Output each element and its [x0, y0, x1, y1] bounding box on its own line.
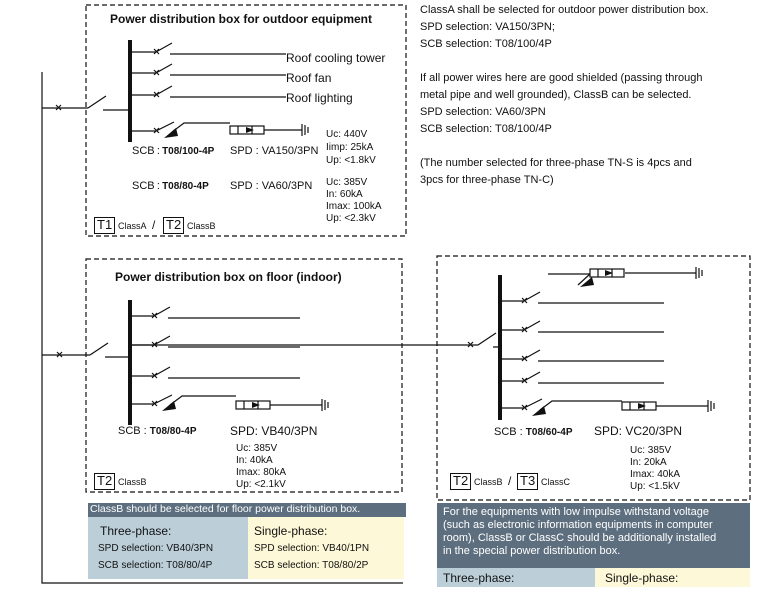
outdoor-selection-notes — [420, 2, 709, 189]
note-line: 3pcs for three-phase TN-C) — [420, 174, 554, 186]
special-spec-uc: Uc: 385V — [630, 445, 672, 456]
outdoor-spd-a: SPD : VA150/3PN — [230, 145, 319, 157]
note-line: SPD selection: VA60/3PN — [420, 106, 546, 118]
special-box-border — [437, 256, 750, 500]
note-line: ClassA shall be selected for outdoor power distribution box. — [420, 4, 709, 16]
outdoor-spec-b-up: Up: <2.3kV — [326, 213, 376, 224]
outdoor-tag-t2-class: ClassB — [187, 221, 216, 231]
special-spd: SPD: VC20/3PN — [594, 424, 683, 438]
outdoor-scb-a: SCB : T08/100-4P — [132, 145, 215, 157]
outdoor-tag-t1-class: ClassA — [118, 221, 147, 231]
special-single-phase-panel — [595, 568, 750, 587]
floor-banner: ClassB should be selected for floor power distribution box. — [88, 503, 406, 517]
floor-spec-uc: Uc: 385V — [236, 443, 278, 454]
special-tag-t2: T2 — [450, 473, 471, 490]
floor-spd: SPD: VB40/3PN — [230, 424, 318, 438]
floor-spec-in: In: 40kA — [236, 455, 273, 466]
special-banner-line: room), ClassB or ClassC should be additionally installed — [443, 532, 717, 544]
floor-spec-up: Up: <2.1kV — [236, 479, 286, 490]
note-line: If all power wires here are good shielded (passing through — [420, 72, 703, 84]
outdoor-spec-b-in: In: 60kA — [326, 189, 363, 200]
special-spec-imax: Imax: 40kA — [630, 469, 681, 480]
outdoor-spec-b-uc: Uc: 385V — [326, 177, 368, 188]
floor-box-title: Power distribution box on floor (indoor) — [115, 270, 342, 284]
special-banner-line: in the special power distribution box. — [443, 545, 621, 557]
special-three-phase-title: Three-phase: — [443, 571, 515, 585]
floor-three-phase-spd: SPD selection: VB40/3PN — [98, 543, 214, 554]
special-spec-in: In: 20kA — [630, 457, 667, 468]
special-single-phase-title: Single-phase: — [605, 571, 679, 585]
floor-three-phase-title: Three-phase: — [100, 524, 172, 538]
outdoor-spd-b: SPD : VA60/3PN — [230, 180, 313, 192]
outdoor-spec-b-imax: Imax: 100kA — [326, 201, 382, 212]
special-banner-line: For the equipments with low impulse withstand voltage — [443, 506, 709, 518]
load-label-roof-cooling-tower: Roof cooling tower — [286, 51, 386, 65]
special-tag-t3-class: ClassC — [541, 477, 571, 487]
floor-single-phase-spd: SPD selection: VB40/1PN — [254, 543, 370, 554]
special-three-phase-panel — [437, 568, 595, 587]
floor-single-phase-title: Single-phase: — [254, 524, 328, 538]
floor-single-phase-scb: SCB selection: T08/80/2P — [254, 560, 369, 571]
note-line: SPD selection: VA150/3PN; — [420, 21, 555, 33]
special-banner-line: (such as electronic information equipments in computer — [443, 519, 713, 531]
floor-three-phase-scb: SCB selection: T08/80/4P — [98, 560, 213, 571]
floor-single-phase-panel — [248, 517, 404, 579]
floor-three-phase-panel — [88, 517, 248, 579]
outdoor-spec-a-uc: Uc: 440V — [326, 129, 368, 140]
outdoor-box-title: Power distribution box for outdoor equipment — [110, 12, 372, 26]
special-tag-separator: / — [508, 474, 512, 488]
note-line: SCB selection: T08/100/4P — [420, 38, 552, 50]
note-spacer — [420, 138, 709, 155]
special-spec-up: Up: <1.5kV — [630, 481, 680, 492]
outdoor-tag-separator: / — [152, 218, 156, 232]
outdoor-tag-t2: T2 — [163, 217, 184, 234]
floor-scb: SCB : T08/80-4P — [118, 425, 197, 437]
load-label-roof-lighting: Roof lighting — [286, 91, 353, 105]
special-scb: SCB : T08/60-4P — [494, 426, 573, 438]
special-tag-t3: T3 — [517, 473, 538, 490]
special-banner — [437, 503, 750, 568]
floor-spec-imax: Imax: 80kA — [236, 467, 287, 478]
load-label-roof-fan: Roof fan — [286, 71, 332, 85]
special-tag-t2-class: ClassB — [474, 477, 503, 487]
outdoor-tag-t1: T1 — [94, 217, 115, 234]
note-line: (The number selected for three-phase TN-S is 4pcs and — [420, 157, 692, 169]
floor-tag-t2-class: ClassB — [118, 477, 147, 487]
outdoor-spec-a-iimp: Iimp: 25kA — [326, 142, 374, 153]
note-line: metal pipe and well grounded), ClassB can be selected. — [420, 89, 692, 101]
outdoor-scb-b: SCB : T08/80-4P — [132, 180, 209, 192]
floor-tag-t2: T2 — [94, 473, 115, 490]
outdoor-spec-a-up: Up: <1.8kV — [326, 155, 376, 166]
special-feeder-line — [130, 333, 500, 347]
note-spacer — [420, 53, 709, 70]
note-line: SCB selection: T08/100/4P — [420, 123, 552, 135]
